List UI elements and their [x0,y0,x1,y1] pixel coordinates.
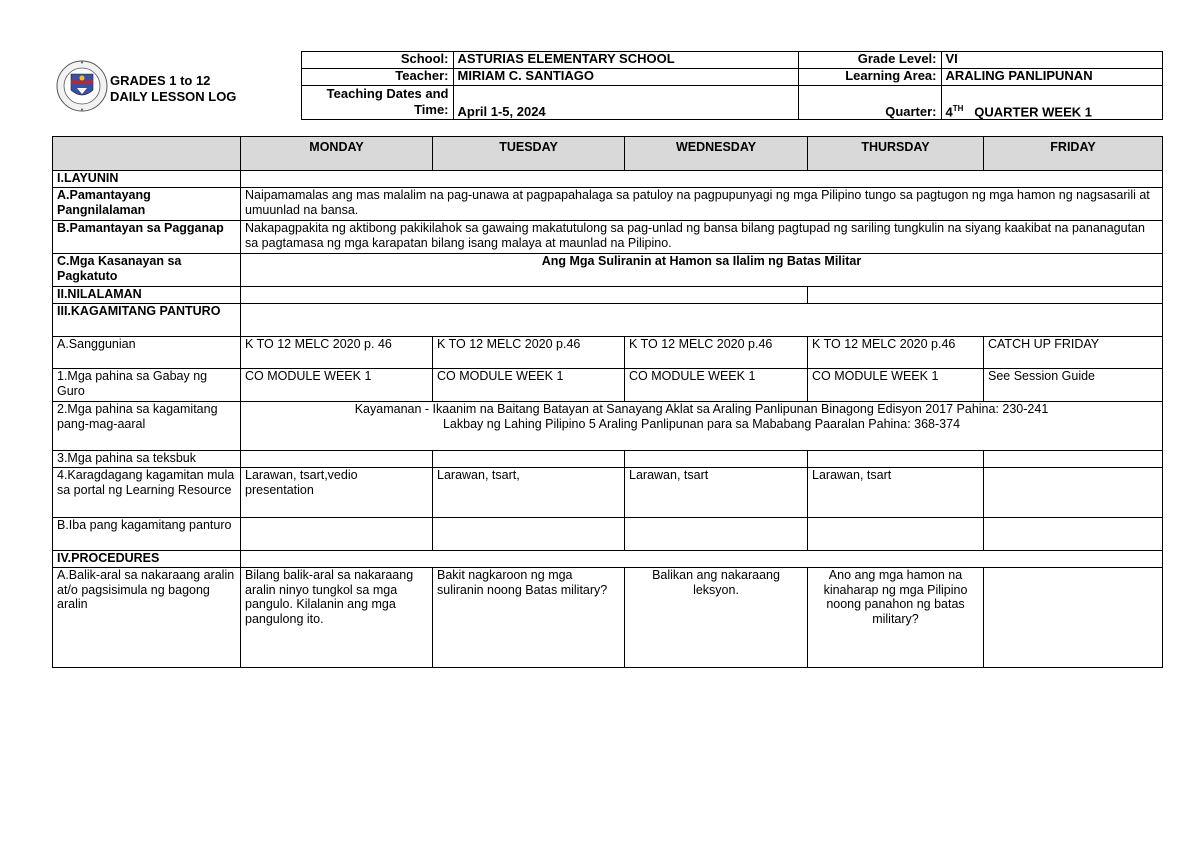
sanggunian-wednesday: K TO 12 MELC 2020 p.46 [625,337,808,369]
kasanayan-text: Ang Mga Suliranin at Hamon sa Ilalim ng Batas Militar [241,254,1163,287]
kagamitan-label: III.KAGAMITANG PANTURO [53,304,241,337]
quarter-text: QUARTER WEEK 1 [974,104,1092,119]
gabay-monday: CO MODULE WEEK 1 [241,369,433,402]
teksbuk-tuesday [433,451,625,468]
header-logo-cell [52,52,301,120]
balik-monday: Bilang balik-aral sa nakaraang aralin ninyo tungkol sa mga pangulo. Kilalanin ang mga pangulong ito. [241,568,433,668]
teksbuk-wednesday [625,451,808,468]
pamantayang-label: A.Pamantayang Pangnilalaman [53,188,241,221]
table-row [53,369,1163,402]
iba-wednesday [625,518,808,551]
sanggunian-monday: K TO 12 MELC 2020 p. 46 [241,337,433,369]
balik-friday [984,568,1163,668]
teacher-label: Teacher: [301,69,453,86]
table-row [53,568,1163,668]
quarter-suffix: TH [952,103,964,113]
table-row [53,451,1163,468]
pagganap-text: Nakapagpakita ng aktibong pakikilahok sa gawaing makatutulong sa pag-unlad ng bansa bilang pagtupad ng sariling tungkulin na siyang kaakibat na pananagutan sa pagtamasa ng mga karapatan bilang isang malaya at maunlad na Pilipino. [241,221,1163,254]
dates-label-line1: Teaching Dates and [326,86,449,101]
teacher-value: MIRIAM C. SANTIAGO [453,69,798,86]
iba-label: B.Iba pang kagamitang panturo [53,518,241,551]
balik-wednesday: Balikan ang nakaraang leksyon. [625,568,808,668]
table-row [53,254,1163,287]
karagdagang-monday: Larawan, tsart,vedio presentation [241,468,433,518]
karagdagang-tuesday: Larawan, tsart, [433,468,625,518]
table-row [53,304,1163,337]
gabay-friday: See Session Guide [984,369,1163,402]
header-title-line1: GRADES 1 to 12 [110,72,211,88]
quarter-label: Quarter: [798,86,941,120]
iba-thursday [808,518,984,551]
area-value: ARALING PANLIPUNAN [941,69,1162,86]
header-title-line2: DAILY LESSON LOG [110,88,237,104]
pamantayang-text: Naipamamalas ang mas malalim na pag-unawa at pagpapahalaga sa patuloy na pagpupunyagi ng mga Pilipino tungo sa pagtugon ng mga hamon ng nagsasarili at umuunlad na bansa. [241,188,1163,221]
day-header-thursday: THURSDAY [808,137,984,171]
layunin-cell [241,171,1163,188]
nilalaman-label: II.NILALAMAN [53,287,241,304]
deped-seal-icon [56,60,108,112]
day-header-monday: MONDAY [241,137,433,171]
quarter-value [941,86,1162,120]
kagamitang-text [241,402,1163,451]
grade-value: VI [941,52,1162,69]
day-header-blank [53,137,241,171]
teksbuk-label: 3.Mga pahina sa teksbuk [53,451,241,468]
lesson-log-table [52,136,1163,668]
balik-thursday: Ano ang mga hamon na kinaharap ng mga Pilipino noong panahon ng batas military? [808,568,984,668]
gabay-label: 1.Mga pahina sa Gabay ng Guro [53,369,241,402]
day-header-friday: FRIDAY [984,137,1163,171]
kasanayan-label: C.Mga Kasanayan sa Pagkatuto [53,254,241,287]
table-row [53,337,1163,369]
nilalaman-cell-b [808,287,1163,304]
header-table [52,51,1163,120]
teksbuk-thursday [808,451,984,468]
table-row [53,468,1163,518]
day-header-row [53,137,1163,171]
day-header-wednesday: WEDNESDAY [625,137,808,171]
sanggunian-thursday: K TO 12 MELC 2020 p.46 [808,337,984,369]
school-value: ASTURIAS ELEMENTARY SCHOOL [453,52,798,69]
dates-value: April 1-5, 2024 [453,86,798,120]
kagamitang-label: 2.Mga pahina sa kagamitang pang-mag-aaral [53,402,241,451]
gabay-wednesday: CO MODULE WEEK 1 [625,369,808,402]
sanggunian-label: A.Sanggunian [53,337,241,369]
area-label: Learning Area: [798,69,941,86]
gabay-thursday: CO MODULE WEEK 1 [808,369,984,402]
sanggunian-friday: CATCH UP FRIDAY [984,337,1163,369]
table-row [53,221,1163,254]
iba-tuesday [433,518,625,551]
dates-label-line2: Time: [414,102,449,117]
balik-tuesday: Bakit nagkaroon ng mga suliranin noong Batas military? [433,568,625,668]
kagamitang-line1: Kayamanan - Ikaanim na Baitang Batayan at Sanayang Aklat sa Araling Panlipunan Binagong Edisyon 2017 Pahina: 230-241 [354,402,1049,416]
school-label: School: [301,52,453,69]
iba-monday [241,518,433,551]
kagamitan-cell [241,304,1163,337]
layunin-label: I.LAYUNIN [53,171,241,188]
dates-label [301,86,453,120]
iba-friday [984,518,1163,551]
nilalaman-cell-a [241,287,808,304]
table-row [53,551,1163,568]
day-header-tuesday: TUESDAY [433,137,625,171]
pagganap-label: B.Pamantayan sa Pagganap [53,221,241,254]
balik-label: A.Balik-aral sa nakaraang aralin at/o pagsisimula ng bagong aralin [53,568,241,668]
gabay-tuesday: CO MODULE WEEK 1 [433,369,625,402]
quarter-number: 4 [945,104,953,119]
karagdagang-label: 4.Karagdagang kagamitan mula sa portal ng Learning Resource [53,468,241,518]
table-row [53,518,1163,551]
table-row [53,402,1163,451]
teksbuk-friday [984,451,1163,468]
karagdagang-thursday: Larawan, tsart [808,468,984,518]
sanggunian-tuesday: K TO 12 MELC 2020 p.46 [433,337,625,369]
karagdagang-wednesday: Larawan, tsart [625,468,808,518]
kagamitang-line2: Lakbay ng Lahing Pilipino 5 Araling Panlipunan para sa Mababang Paaralan Pahina: 368-374 [442,416,961,431]
grade-label: Grade Level: [798,52,941,69]
procedures-label: IV.PROCEDURES [53,551,241,568]
procedures-cell [241,551,1163,568]
karagdagang-friday [984,468,1163,518]
teksbuk-monday [241,451,433,468]
table-row [53,188,1163,221]
table-row [53,171,1163,188]
table-row [53,287,1163,304]
